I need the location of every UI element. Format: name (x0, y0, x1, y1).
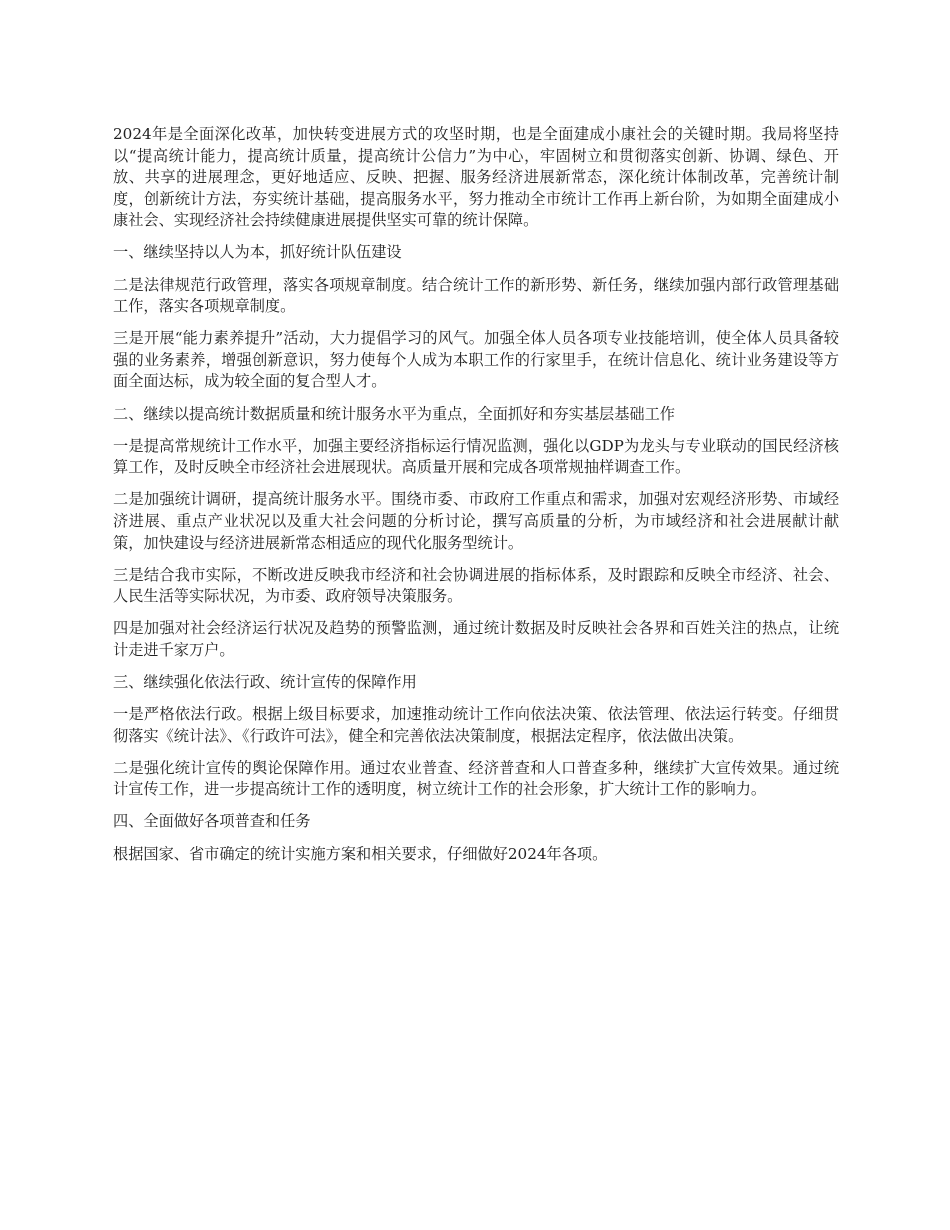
paragraph: 四是加强对社会经济运行状况及趋势的预警监测，通过统计数据及时反映社会各界和百姓关注的热点，让统计走进千家万户。 (113, 619, 839, 659)
paragraph: 三是结合我市实际，不断改进反映我市经济和社会协调进展的指标体系，及时跟踪和反映全市经济、社会、人民生活等实际状况，为市委、政府领导决策服务。 (113, 565, 839, 606)
paragraph: 二是法律规范行政管理，落实各项规章制度。结合统计工作的新形势、新任务，继续加强内部行政管理基础工作，落实各项规章制度。 (113, 275, 839, 316)
document-body (113, 124, 839, 876)
paragraph: 一是提高常规统计工作水平，加强主要经济指标运行情况监测，强化以GDP为龙头与专业联动的国民经济核算工作，及时反映全市经济社会进展现状。高质量开展和完成各项常规抽样调查工作。 (113, 436, 839, 477)
paragraph: 三是开展“能力素养提升”活动，大力提倡学习的风气。加强全体人员各项专业技能培训，使全体人员具备较强的业务素养，增强创新意识，努力使每个人成为本职工作的行家里手，在统计信息化、统计业务建设等方面全面达标，成为较全面的复合型人才。 (113, 329, 839, 391)
section-heading-1: 一、继续坚持以人为本，抓好统计队伍建设 (113, 243, 402, 262)
section-heading-3: 三、继续强化依法行政、统计宣传的保障作用 (113, 672, 417, 691)
section-heading-4: 四、全面做好各项普查和任务 (113, 812, 311, 831)
intro-paragraph: 2024年是全面深化改革，加快转变进展方式的攻坚时期，也是全面建成小康社会的关键时期。我局将坚持以“提高统计能力，提高统计质量，提高统计公信力”为中心，牢固树立和贯彻落实创新、协调、绿色、开放、共享的进展理念，更好地适应、反映、把握、服务经济进展新常态，深化统计体制改革，完善统计制度，创新统计方法，夯实统计基础，提高服务水平，努力推动全市统计工作再上新台阶，为如期全面建成小康社会、实现经济社会持续健康进展提供坚实可靠的统计保障。 (113, 125, 839, 230)
paragraph: 二是强化统计宣传的舆论保障作用。通过农业普查、经济普查和人口普查多种，继续扩大宣传效果。通过统计宣传工作，进一步提高统计工作的透明度，树立统计工作的社会形象，扩大统计工作的影响力。 (113, 758, 839, 799)
section-heading-2: 二、继续以提高统计数据质量和统计服务水平为重点，全面抓好和夯实基层基础工作 (113, 404, 675, 423)
paragraph: 二是加强统计调研，提高统计服务水平。围绕市委、市政府工作重点和需求，加强对宏观经济形势、市域经济进展、重点产业状况以及重大社会问题的分析讨论，撰写高质量的分析，为市域经济和社会进展献计献策，加快建设与经济进展新常态相适应的现代化服务型统计。 (113, 490, 839, 552)
paragraph: 一是严格依法行政。根据上级目标要求，加速推动统计工作向依法决策、依法管理、依法运行转变。仔细贯彻落实《统计法》、《行政许可法》，健全和完善依法决策制度，根据法定程序，依法做出决策。 (113, 705, 839, 745)
closing-paragraph: 根据国家、省市确定的统计实施方案和相关要求，仔细做好2024年各项。 (113, 844, 608, 863)
